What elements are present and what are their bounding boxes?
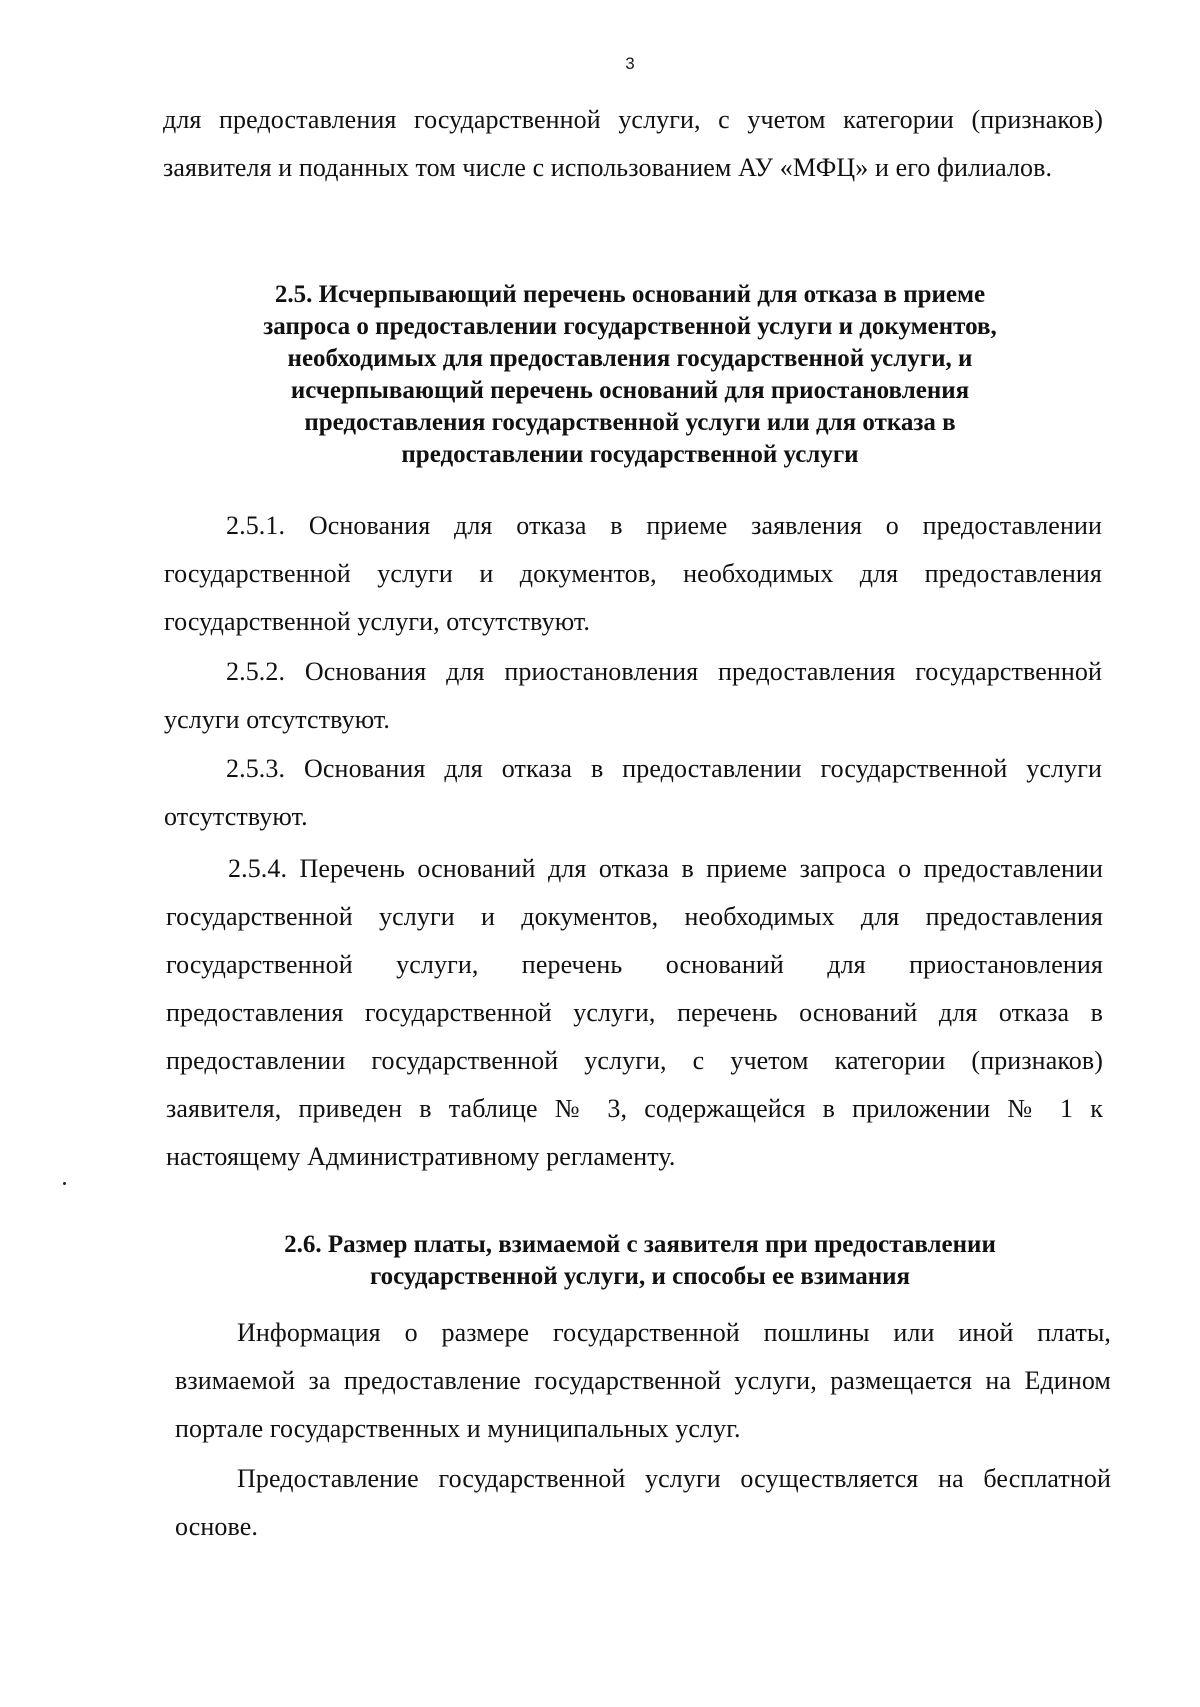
scan-speck xyxy=(63,1182,66,1185)
paragraph-2-5-4: 2.5.4. Перечень оснований для отказа в приеме запроса о предоставлении государственной услуги и документов, необходимых для предоставления государственной услуги, перечень оснований для приостановления предоставления государственной услуги, перечень оснований для отказа в предоставлении государственной услуги, с учетом категории (признаков) заявителя, приведен в таблице № 3, содержащейся в приложении № 1 к настоящему Административному регламенту. xyxy=(166,854,1103,1171)
section-2-6-heading xyxy=(170,1229,1110,1293)
page-number: 3 xyxy=(625,54,635,73)
section-2-6-heading-line: 2.6. Размер платы, взимаемой с заявителя при предоставлении xyxy=(284,1231,996,1258)
paragraph-2-5-2: 2.5.2. Основания для приостановления предоставления государственной услуги отсутствуют. xyxy=(164,657,1102,734)
section-2-5-heading-line: предоставлении государственной услуги xyxy=(401,441,859,468)
section-2-5-heading-line: исчерпывающий перечень оснований для приостановления xyxy=(290,377,970,404)
section-2-5-heading-line: 2.5. Исчерпывающий перечень оснований для отказа в приеме xyxy=(274,281,986,308)
paragraph-2-5-3: 2.5.3. Основания для отказа в предоставлении государственной услуги отсутствуют. xyxy=(164,754,1102,831)
section-2-6-heading-line: государственной услуги, и способы ее взимания xyxy=(369,1263,911,1290)
paragraph-fee-information: Информация о размере государственной пошлины или иной платы, взимаемой за предоставление государственной услуги, размещается на Едином портале государственных и муниципальных услуг. xyxy=(175,1318,1111,1443)
paragraph-free-of-charge: Предоставление государственной услуги осуществляется на бесплатной основе. xyxy=(175,1464,1111,1541)
continuation-paragraph: для предоставления государственной услуги, с учетом категории (признаков) заявителя и поданных том числе с использованием АУ «МФЦ» и его филиалов. xyxy=(163,105,1103,182)
section-2-5-heading-line: запроса о предоставлении государственной услуги и документов, xyxy=(263,313,997,340)
paragraph-2-5-1: 2.5.1. Основания для отказа в приеме заявления о предоставлении государственной услуги и документов, необходимых для предоставления государственной услуги, отсутствуют. xyxy=(164,511,1102,636)
section-2-5-heading-line: необходимых для предоставления государственной услуги, и xyxy=(287,345,973,372)
section-2-5-heading-line: предоставления государственной услуги или для отказа в xyxy=(304,409,956,436)
section-2-5-heading xyxy=(160,279,1100,471)
